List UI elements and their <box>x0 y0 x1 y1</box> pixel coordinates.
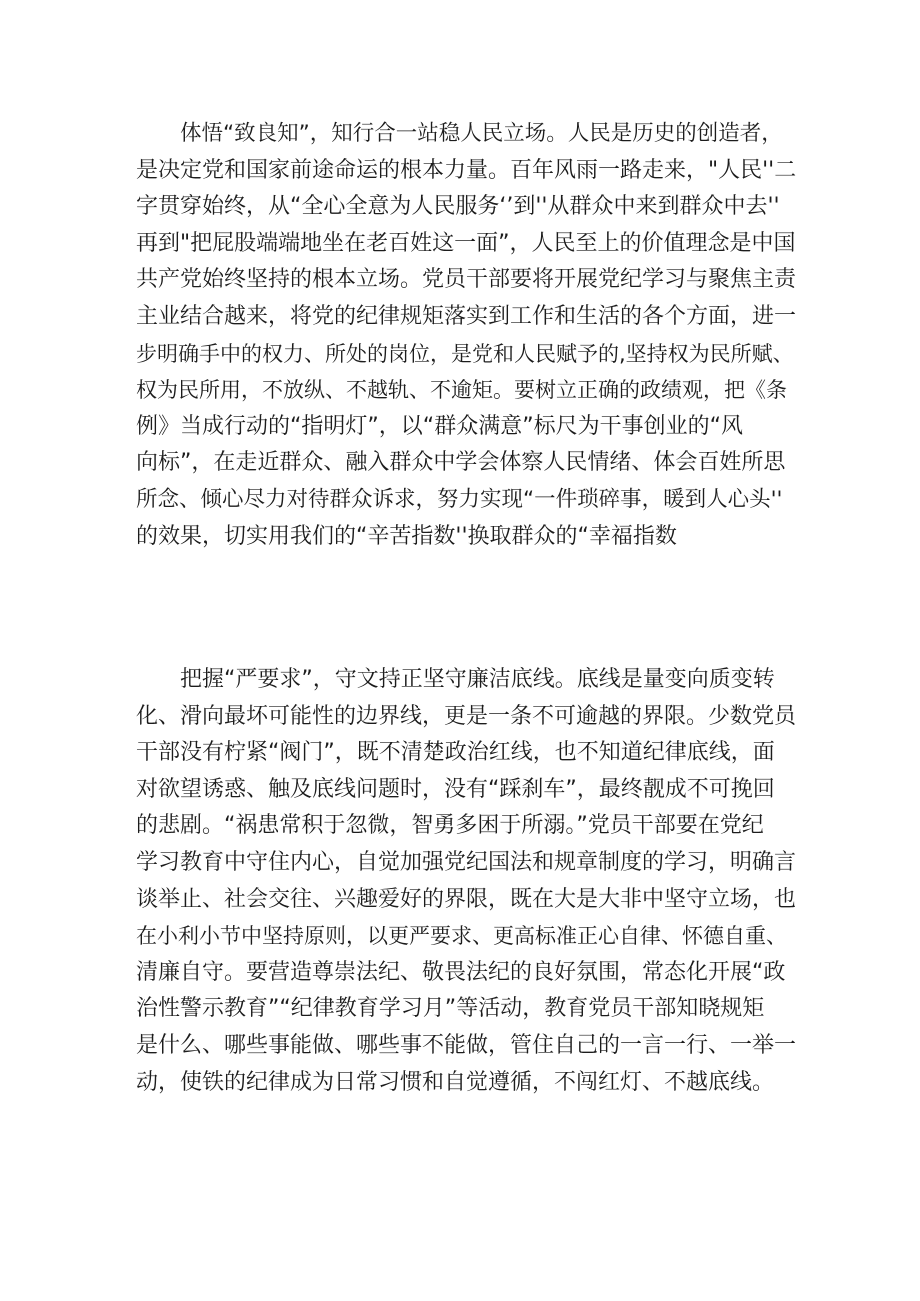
paragraph-line: 是决定党和国家前途命运的根本力量。百年风雨一路走来，"人民''二 <box>136 157 797 183</box>
paragraph-line: 再到"把屁股端端地坐在老百姓这一面”，人民至上的价值理念是中国 <box>136 230 796 256</box>
paragraph-line: 在小利小节中坚持原则，以更严要求、更高标准正心自律、怀德自重、 <box>136 924 787 949</box>
paragraph-line: 权为民所用，不放纵、不越轨、不逾矩。要树立正确的政绩观，把《条 <box>136 378 787 403</box>
paragraph-line: 主业结合越来，将党的纪律规矩落实到工作和生活的各个方面，进一 <box>136 303 797 329</box>
paragraph-1 <box>136 116 796 555</box>
paragraph-line: 例》当成行动的“指明灯”，以“群众满意”标尺为干事创业的“风 <box>136 413 743 439</box>
paragraph-line: 的效果，切实用我们的“辛苦指数''换取群众的“幸福指数 <box>136 523 677 549</box>
paragraph-line: 的悲剧。“祸患常积于忽微，智勇多困于所溺。”党员干部要在党纪 <box>136 813 764 839</box>
paragraph-line: 对欲望诱惑、触及底线问题时，没有“踩刹车”，最终靓成不可挽回 <box>136 776 775 802</box>
paragraph-line: 化、滑向最坏可能性的边界线，更是一条不可逾越的界限。少数党员 <box>136 703 797 729</box>
paragraph-line: 步明确手中的权力、所处的岗位，是党和人民赋予的,坚持权为民所赋、 <box>136 341 794 366</box>
paragraph-line: 治性警示教育”“纪律教育学习月”等活动，教育党员干部知晓规矩 <box>136 996 765 1022</box>
paragraph-line: 是什么、哪些事能做、哪些事不能做，管住自己的一言一行、一举一 <box>136 1032 797 1058</box>
paragraph-line: 把握“严要求”，守文持正坚守廉洁底线。底线是量变向质变转 <box>180 667 775 692</box>
paragraph-line: 共产党始终坚持的根本立场。党员干部要将开展党纪学习与聚焦主责 <box>136 267 797 293</box>
paragraph-line: 字贯穿始终，从“全心全意为人民服务‘’到''从群众中来到群众中去'' <box>136 194 780 220</box>
paragraph-line: 体悟“致良知”，知行合一站稳人民立场。人民是历史的创造者， <box>180 121 783 146</box>
paragraph-line: 学习教育中守住内心，自觉加强党纪国法和规章制度的学习，明确言 <box>136 849 797 875</box>
paragraph-line: 向标”，在走近群众、融入群众中学会体察人民情绪、体会百姓所思 <box>136 450 786 476</box>
paragraph-line: 清廉自守。要营造尊崇法纪、敬畏法纪的良好氛围，常态化开展“政 <box>136 959 786 985</box>
paragraph-line: 谈举止、社会交往、兴趣爱好的界限，既在大是大非中坚守立场，也 <box>136 886 797 912</box>
paragraph-2 <box>136 662 796 1101</box>
paragraph-line: 所念、倾心尽力对待群众诉求，努力实现“一件琐碎事，暖到人心头'' <box>136 486 783 512</box>
paragraph-line: 动，使铁的纪律成为日常习惯和自觉遵循，不闯红灯、不越底线。 <box>136 1069 775 1095</box>
paragraph-line: 干部没有柠紧“阀门”，既不清楚政治红线，也不知道纪律底线，面 <box>136 740 775 766</box>
